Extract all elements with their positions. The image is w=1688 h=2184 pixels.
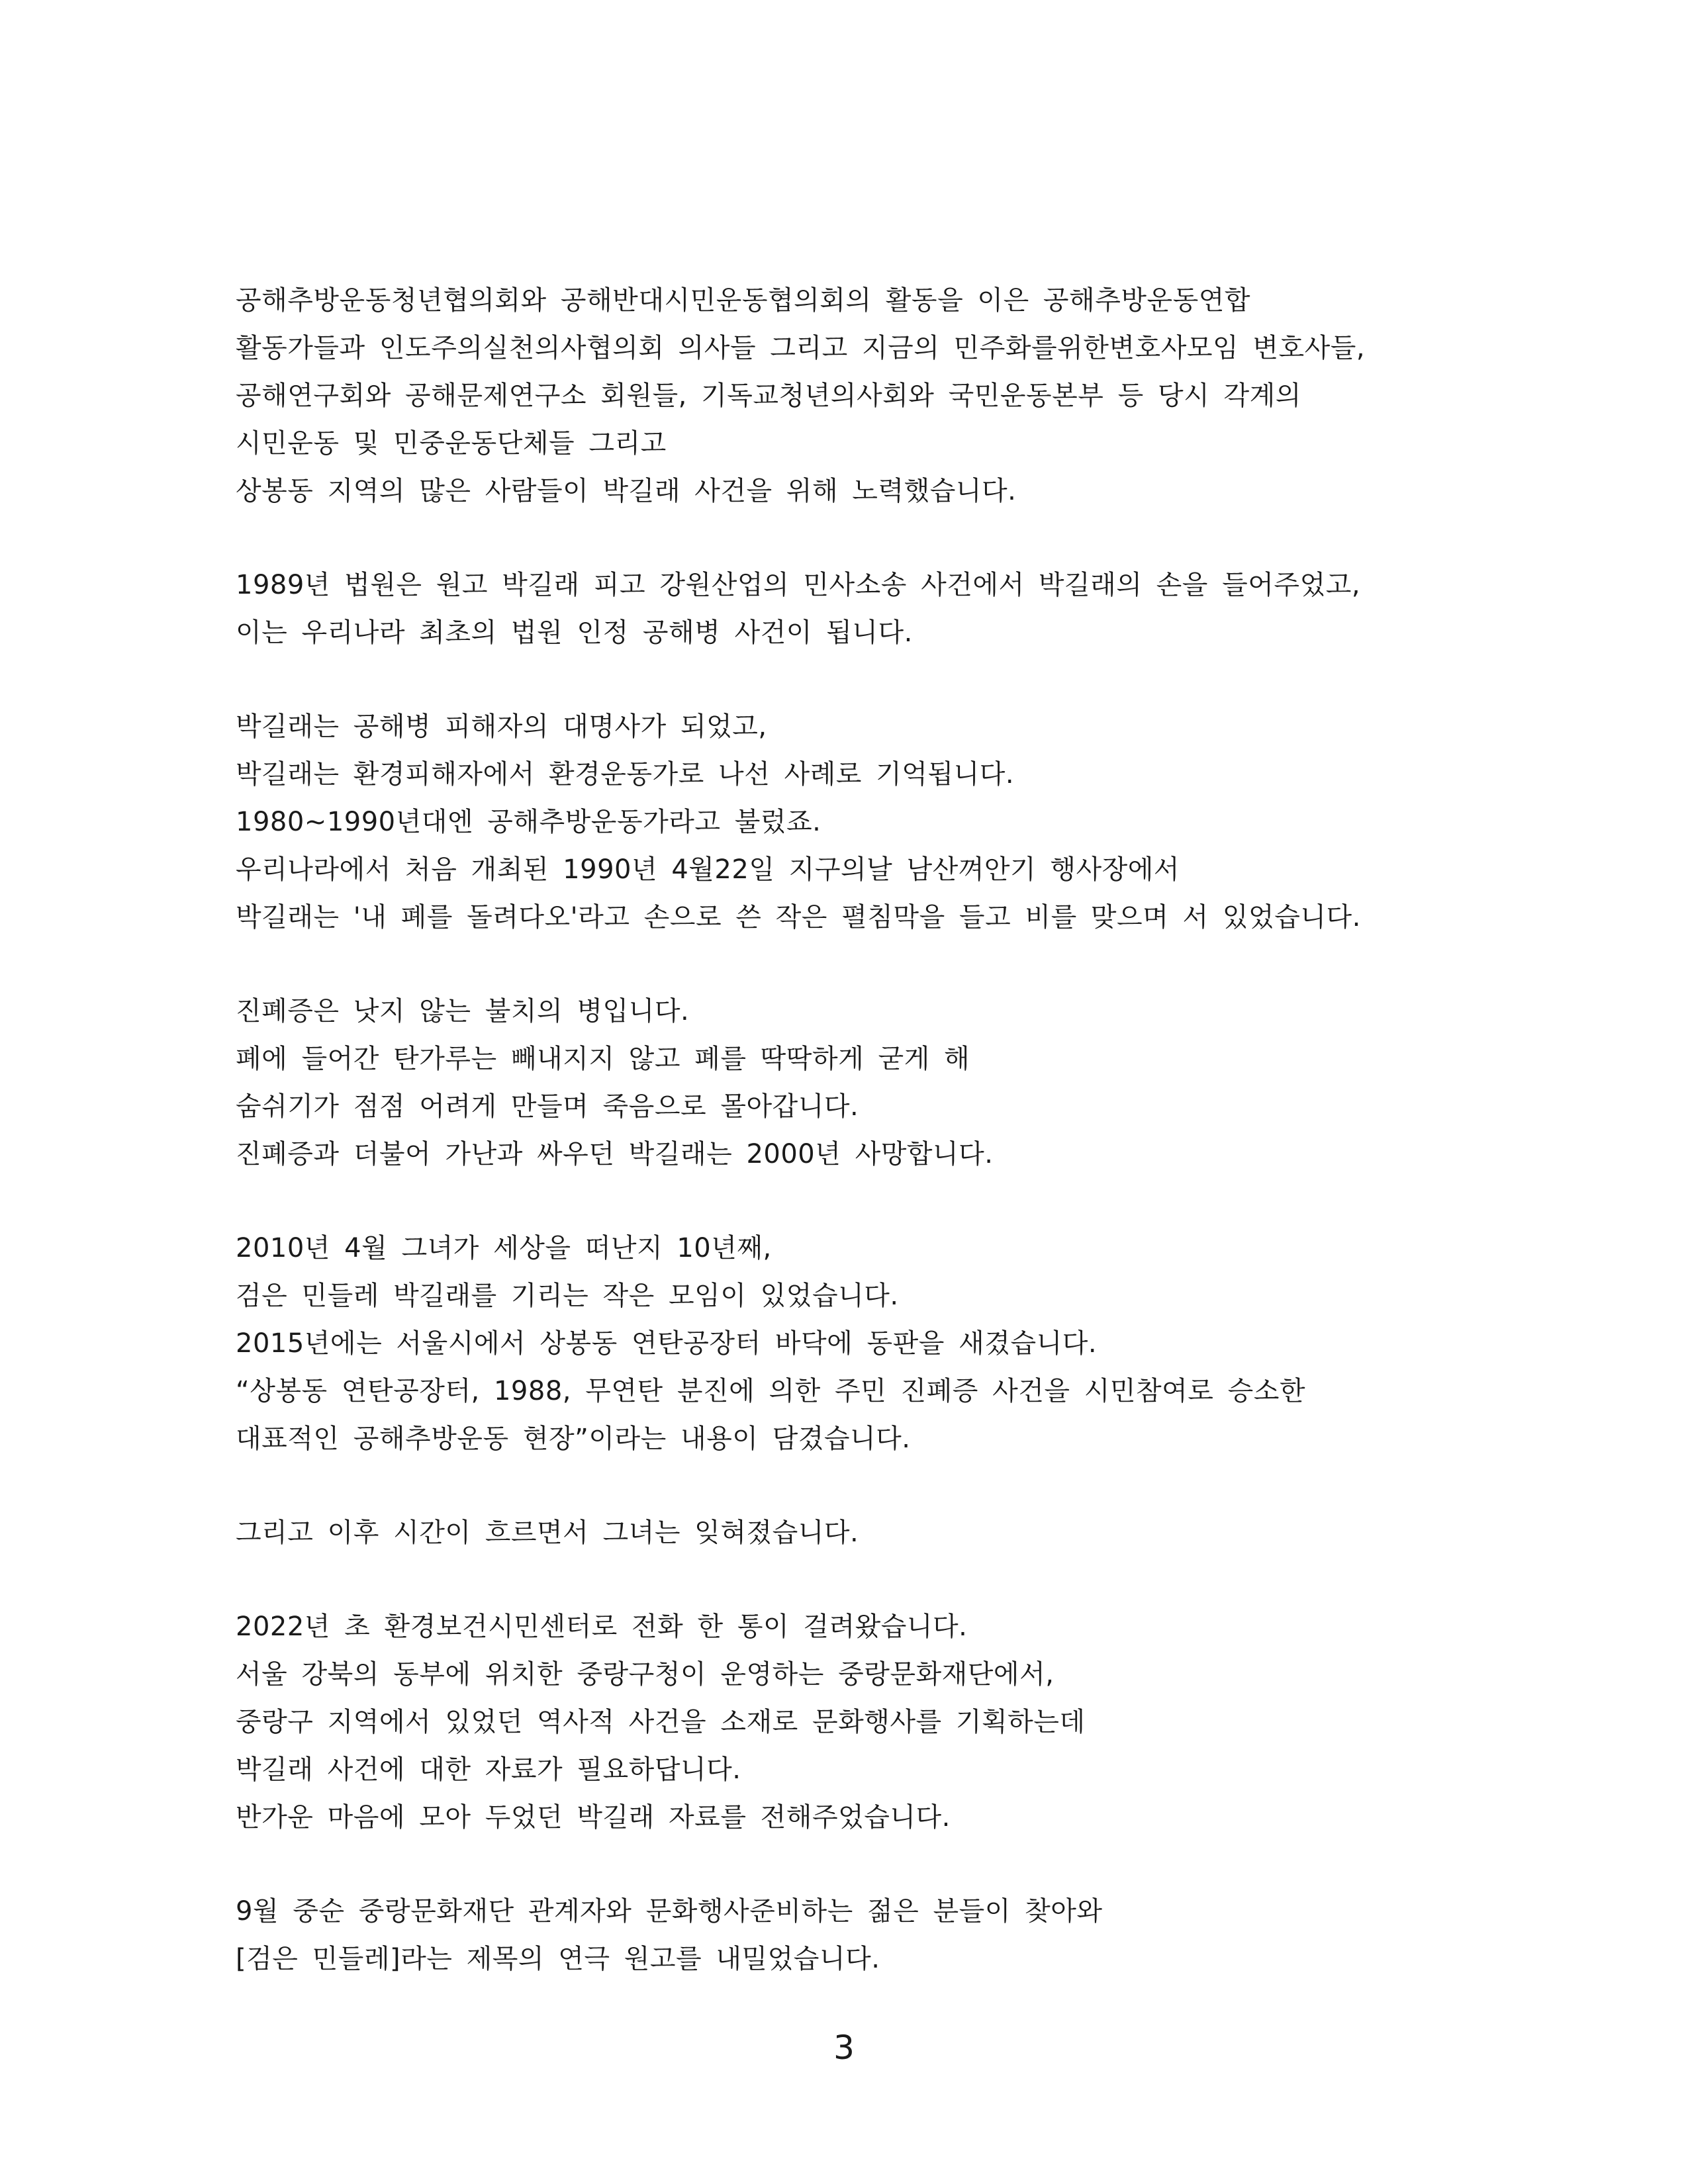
text-line: [검은 민들레]라는 제목의 연극 원고를 내밀었습니다. — [236, 1944, 880, 1974]
text-line: 1980~1990년대엔 공해추방운동가라고 불렀죠. — [236, 807, 821, 837]
text-line: 중랑구 지역에서 있었던 역사적 사건을 소재로 문화행사를 기획하는데 — [236, 1707, 1086, 1737]
text-line: 검은 민들레 박길래를 기리는 작은 모임이 있었습니다. — [236, 1281, 899, 1311]
text-line: 1989년 법원은 원고 박길래 피고 강원산업의 민사소송 사건에서 박길래의 손을 들어주었고, — [236, 570, 1361, 600]
paragraph-4 — [236, 987, 1493, 1178]
text-line: 박길래는 환경피해자에서 환경운동가로 나선 사례로 기억됩니다. — [236, 759, 1015, 790]
text-line: 이는 우리나라 최초의 법원 인정 공해병 사건이 됩니다. — [236, 617, 913, 648]
paragraph-1 — [236, 277, 1493, 515]
paragraph-2 — [236, 561, 1493, 657]
text-line: 박길래 사건에 대한 자료가 필요하답니다. — [236, 1754, 741, 1785]
text-line: 공해추방운동청년협의회와 공해반대시민운동협의회의 활동을 이은 공해추방운동연합 — [236, 285, 1251, 316]
text-line: 반가운 마음에 모아 두었던 박길래 자료를 전해주었습니다. — [236, 1802, 951, 1833]
text-line: 폐에 들어간 탄가루는 빼내지지 않고 폐를 딱딱하게 굳게 해 — [236, 1044, 970, 1074]
text-line: 9월 중순 중랑문화재단 관계자와 문화행사준비하는 젊은 분들이 찾아와 — [236, 1896, 1103, 1927]
paragraph-6 — [236, 1509, 1493, 1557]
text-line: 대표적인 공해추방운동 현장”이라는 내용이 담겼습니다. — [236, 1424, 911, 1454]
text-line: 상봉동 지역의 많은 사람들이 박길래 사건을 위해 노력했습니다. — [236, 476, 1017, 506]
text-line: 숨쉬기가 점점 어려게 만들며 죽음으로 몰아갑니다. — [236, 1091, 859, 1122]
paragraph-5 — [236, 1224, 1493, 1463]
paragraph-3 — [236, 703, 1493, 941]
text-line: 서울 강북의 동부에 위치한 중랑구청이 운영하는 중랑문화재단에서, — [236, 1659, 1055, 1690]
text-line: 진폐증은 낫지 않는 불치의 병입니다. — [236, 996, 690, 1026]
text-line: 그리고 이후 시간이 흐르면서 그녀는 잊혀졌습니다. — [236, 1518, 859, 1548]
text-line: 우리나라에서 처음 개최된 1990년 4월22일 지구의날 남산껴안기 행사장에서 — [236, 854, 1180, 885]
page-number: 3 — [833, 2028, 855, 2067]
text-line: 2022년 초 환경보건시민센터로 전화 한 통이 걸려왔습니다. — [236, 1612, 968, 1642]
text-line: 박길래는 공해병 피해자의 대명사가 되었고, — [236, 711, 767, 742]
paragraph-7 — [236, 1603, 1493, 1841]
text-line: 박길래는 '내 폐를 돌려다오'라고 손으로 쓴 작은 펼침막을 들고 비를 맞으며 서 있었습니다. — [236, 902, 1361, 933]
text-line: 진폐증과 더불어 가난과 싸우던 박길래는 2000년 사망합니다. — [236, 1139, 994, 1169]
document-body — [236, 277, 1493, 2029]
text-line: 공해연구회와 공해문제연구소 회원들, 기독교청년의사회와 국민운동본부 등 당시 각계의 — [236, 381, 1301, 411]
paragraph-8 — [236, 1888, 1493, 1983]
text-line: “상봉동 연탄공장터, 1988, 무연탄 분진에 의한 주민 진폐증 사건을 시민참여로 승소한 — [236, 1376, 1306, 1406]
text-line: 시민운동 및 민중운동단체들 그리고 — [236, 428, 667, 459]
text-line: 2015년에는 서울시에서 상봉동 연탄공장터 바닥에 동판을 새겼습니다. — [236, 1328, 1098, 1359]
text-line: 2010년 4월 그녀가 세상을 떠난지 10년째, — [236, 1233, 772, 1263]
text-line: 활동가들과 인도주의실천의사협의회 의사들 그리고 지금의 민주화를위한변호사모임 변호사들, — [236, 333, 1366, 363]
